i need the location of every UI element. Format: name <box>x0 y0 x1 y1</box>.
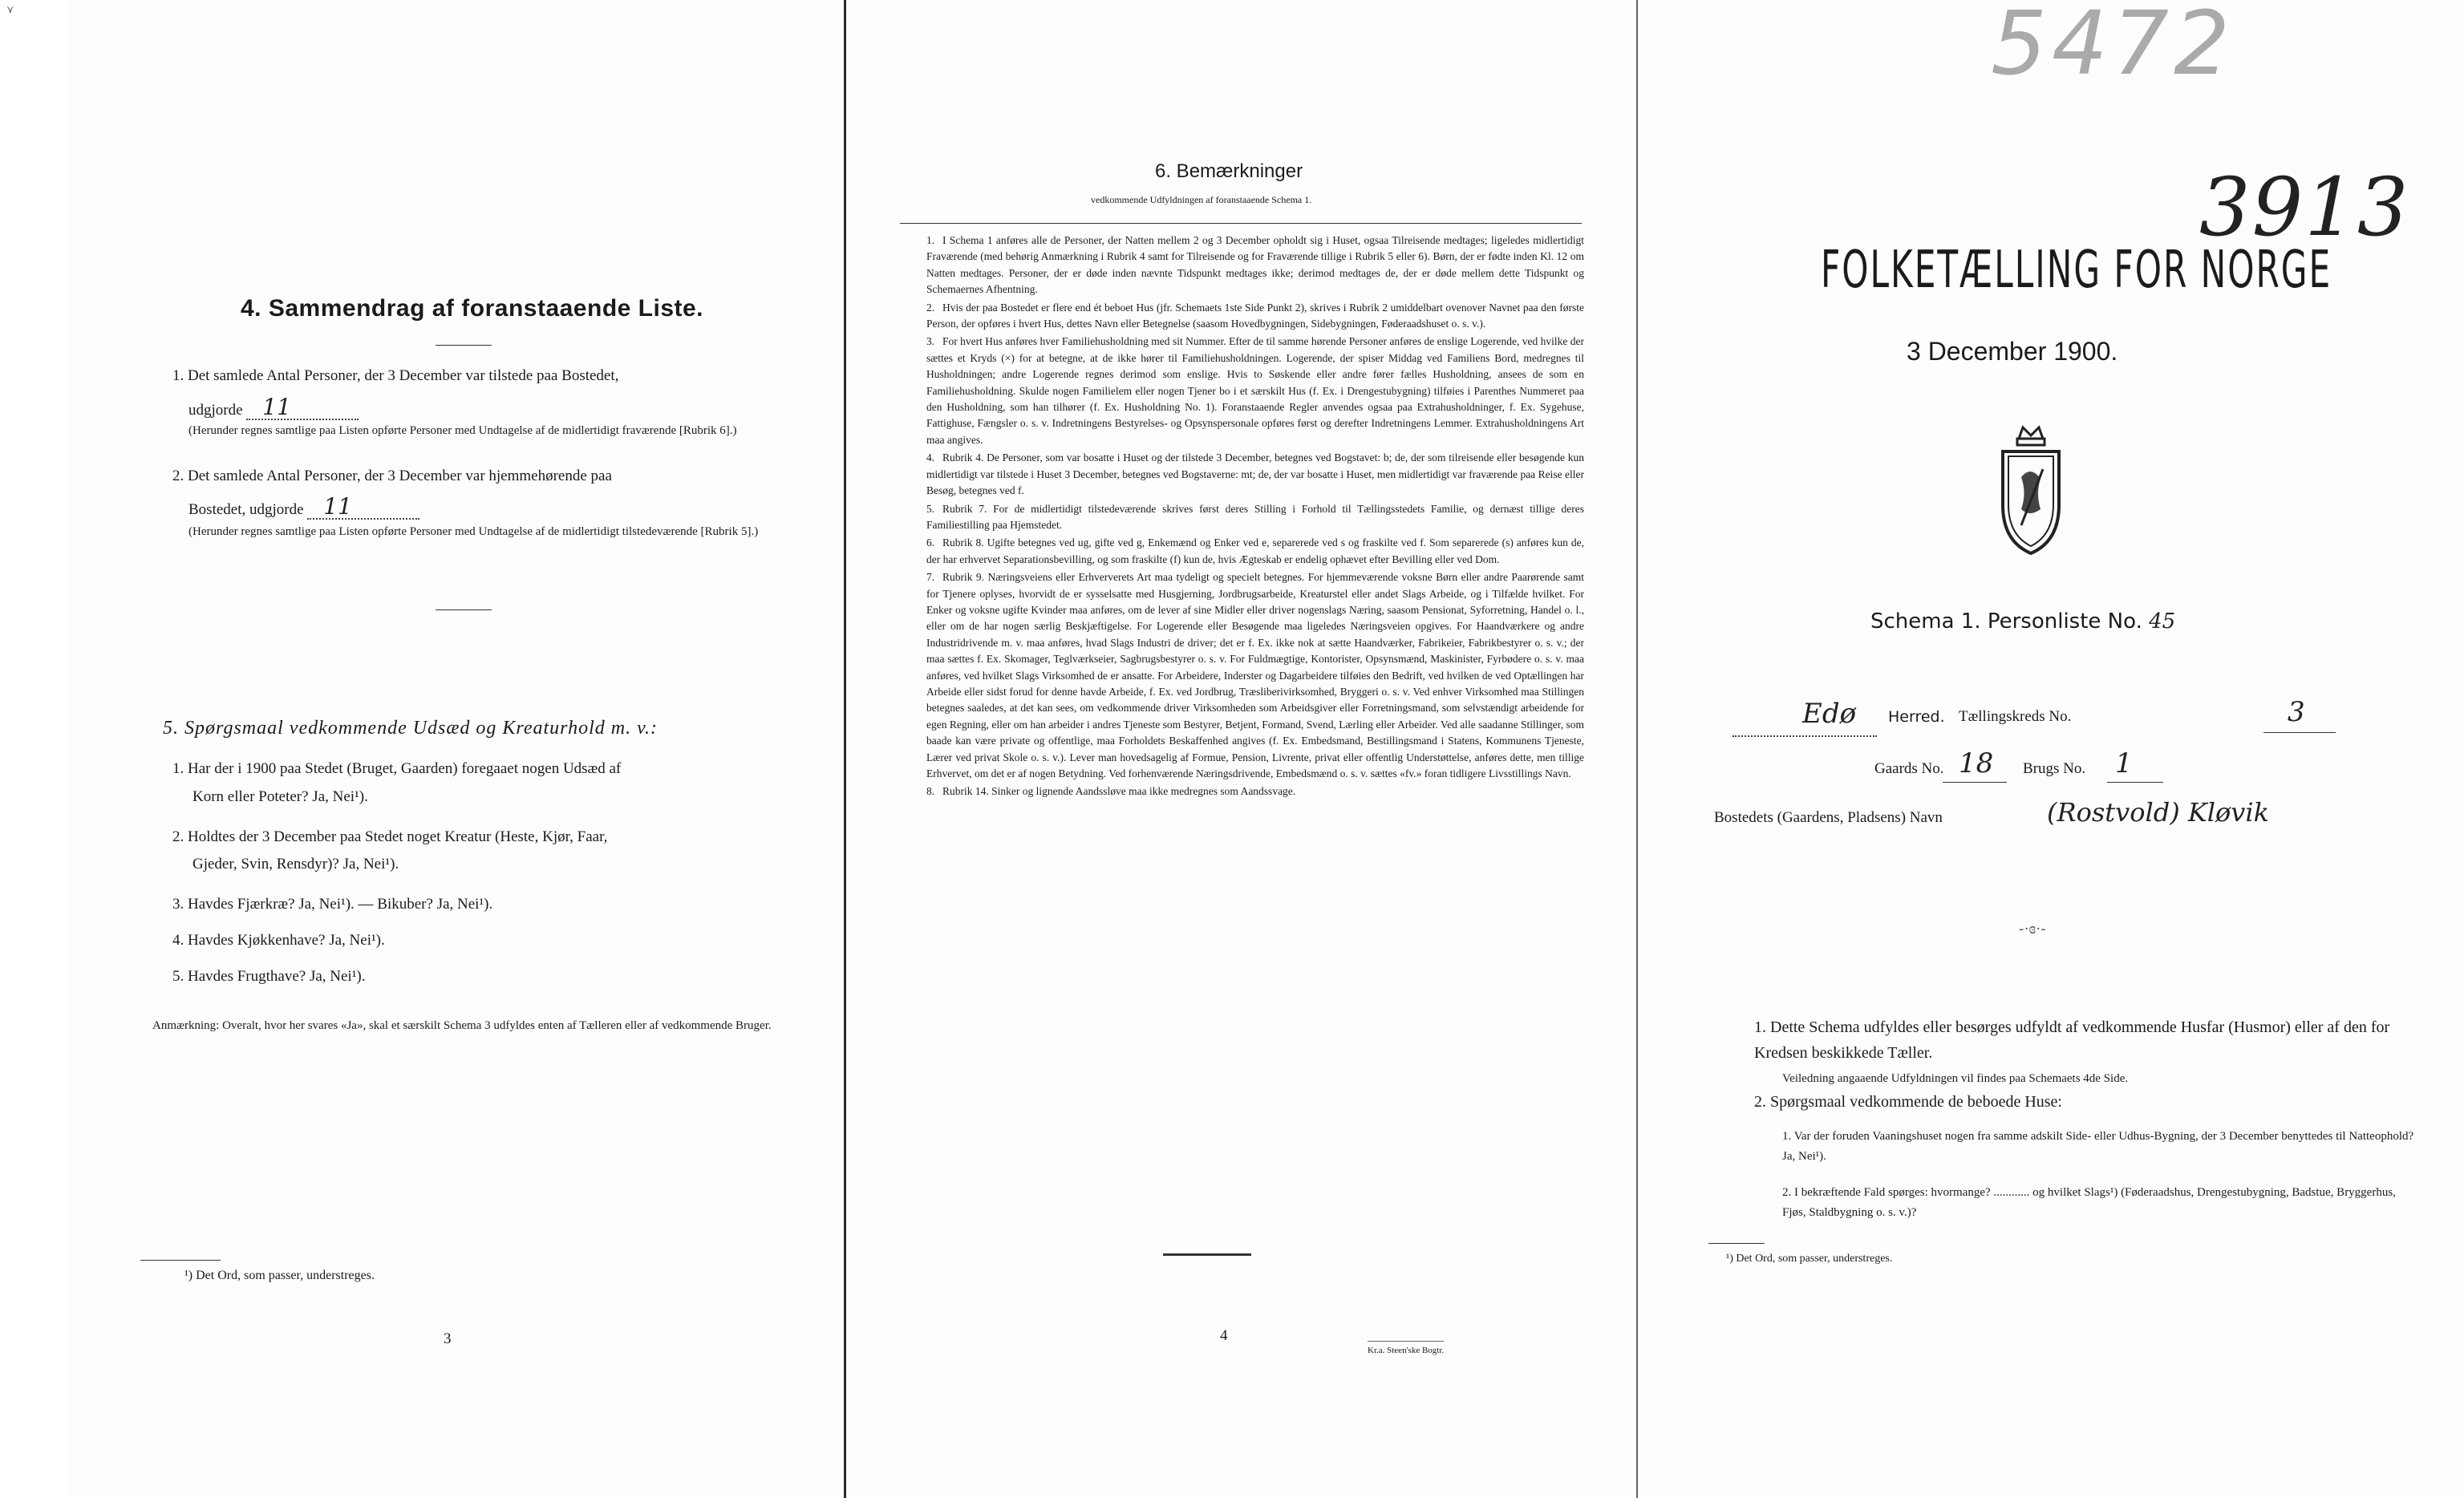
remark-note <box>926 233 1584 298</box>
remark-note-number: 1. <box>926 234 935 246</box>
summary-item-1-note: (Herunder regnes samtlige paa Listen opførte Personer med Undtagelse af de midlertidigt fraværende [Rubrik 6].) <box>188 424 737 437</box>
end-rule <box>1163 1253 1251 1256</box>
remark-note-text: Rubrik 8. Ugifte betegnes ved ug, gifte ved g, Enkemænd og Enker ved e, separerede ved s og fraskilte ved f. Som separerede (s) anføres kun de, der har erhvervet Separationsbevilling, og som fraskilte (f) kun de, hvis Ægteskab er endelig ophævet efter Bevilling eller ved Dom. <box>926 536 1584 565</box>
bosted-label: Bostedets (Gaardens, Pladsens) Navn <box>1714 809 1943 826</box>
gaards-label: Gaards No. <box>1874 760 1944 777</box>
instruction-2: 2. Spørgsmaal vedkommende de beboede Huse: <box>1754 1093 2062 1111</box>
remark-note-number: 7. <box>926 571 935 584</box>
question-4: 4. Havdes Kjøkkenhave? Ja, Nei¹). <box>172 932 385 949</box>
summary-item-2: 2. Det samlede Antal Personer, der 3 December var hjemmehørende paa <box>172 468 612 484</box>
census-title: FOLKETÆLLING FOR NORGE <box>1821 241 2332 300</box>
kreds-underline <box>2263 732 2336 733</box>
remark-note-number: 5. <box>926 502 935 515</box>
schema-label: Schema 1. Personliste No. <box>1870 609 2142 634</box>
herred-label: Herred. <box>1888 708 1945 726</box>
census-date: 3 December 1900. <box>1907 337 2118 366</box>
personliste-number: 45 <box>2149 609 2176 634</box>
remark-note <box>926 569 1584 782</box>
archive-mark-1: 5472 <box>1991 0 2235 95</box>
remark-note-text: Rubrik 9. Næringsveiens eller Erhververets Art maa tydeligt og specielt betegnes. For hjemmeværende voksne Børn eller andre Paarørende samt for Tjenere oplyses, hvorvidt de er sysselsatte med Husgjerning, Jordbrugsarbeide, Kreaturstel eller andet Slags Arbeide, og i Tilfælde hvilket. For Enker og voksne ugifte Kvinder maa anføres, om de lever af sine Midler eller driver nogenslags Næring, saasom Pensionat, Syforretning, Handel o. l., eller om de har nogen særlig Beskjæftigelse. For Logerende eller Besøgende maa ligeledes Næringsveien opgives. For Haandværkere og andre Industridrivende m. v. maa anføres, hvad Slags Industri de driver; det er f. Ex. ikke nok at sætte Haandværker, Fabrikeier, Fabrikbestyrer o. s. v.; der maa sættes f. Ex. Skomager, Teglværkseier, Sagbrugsbestyrer o. s. v. For Fuldmægtige, Kontorister, Opsynsmænd, Maskinister, Fyrbødere o. s. v. maa anføres, ved hvilket Slags Virksomhed de er ansatte. For Arbeidere, Inderster og Dagarbeidere tilføies den Bedrift, ved hvilken de ved Optællingen har Arbeide eller sidst forud for denne havde Arbeide, f. Ex. ved Jordbrug, Træsliberivirksomhed, Bryggeri o. s. v. Ved enhver Virksomhed maa Stillingen betegnes saaledes, at det kan sees, om vedkommende driver Virksomheden som Arbeidsgiver eller Forretningsmand, som selvstændigt arbeidende for egen Regning, eller om han arbeider i andres Tjeneste som Bestyrer, Betjent, Formand, Svend, Lærling eller Arbeider. Ved alle saadanne Stillinger, som baade kan være private og offentlige, maa Forholdets Beskaffenhed angives (f. Ex. Embedsmand, Bestillingsmand i Statens, Kommunens Tjeneste, Lærer ved privat Skole o. s. v.). Lever man hovedsagelig af Formue, Pension, Livrente, privat eller offentlig Understøttelse, anføres dette, men tillige Erhvervet, om det er af nogen Betydning. Ved forhenværende Næringsdrivende, Embedsmænd o. s. v. sættes «fv.» foran tidligere Livsstillings Navn. <box>926 571 1584 779</box>
herred-value: Edø <box>1802 698 1857 730</box>
printer-imprint: Kr.a. Steen'ske Bogtr. <box>1368 1341 1444 1358</box>
remark-note <box>926 501 1584 534</box>
gaards-value: 18 <box>1959 747 1994 779</box>
house-question-2: 2. I bekræftende Fald spørges: hvormange? ............ og hvilket Slags¹) (Føderaadshus, Drengestubygning, Badstue, Bryggerhus, Fjøs, Staldbygning o. s. v.)? <box>1782 1186 2396 1219</box>
gaards-underline <box>1943 782 2007 783</box>
remark-note <box>926 450 1584 499</box>
remark-note <box>926 334 1584 448</box>
title-rule <box>436 345 492 346</box>
remark-note-text: Rubrik 4. De Personer, som var bosatte i Huset og der tilstede 3 December, betegnes ved Bogstavet: b; de, der som tilreisende eller besøgende kun midlertidigt var tilstede i Huset 3 December, betegnes ved Bogstaverne: mt; de, der var bosatte i Huset, men midlertidigt var fraværende paa Reise eller Besøg, betegnes ved f. <box>926 451 1584 497</box>
remark-note-number: 4. <box>926 451 935 464</box>
footnote: ¹) Det Ord, som passer, understreges. <box>1726 1253 1893 1265</box>
summary-item-2-note: (Herunder regnes samtlige paa Listen opførte Personer med Undtagelse af de midlertidigt tilstedeværende [Rubrik 5].) <box>188 525 759 538</box>
footnote: ¹) Det Ord, som passer, understreges. <box>184 1269 375 1282</box>
remark-note-number: 8. <box>926 785 935 798</box>
remarks-subtitle: vedkommende Udfyldningen af foranstaaende Schema 1. <box>1091 194 1312 205</box>
question-5: 5. Havdes Frugthave? Ja, Nei¹). <box>172 968 366 985</box>
present-count: 11 <box>246 396 359 420</box>
bosted-value: (Rostvold) Kløvik <box>2047 797 2269 828</box>
section-5-title: 5. Spørgsmaal vedkommende Udsæd og Kreaturhold m. v.: <box>163 718 658 739</box>
ornament: -·ɞ·- <box>2019 921 2046 937</box>
header-rule <box>900 223 1582 224</box>
footnote-rule <box>140 1260 221 1261</box>
page-4 <box>846 0 1638 1498</box>
kreds-label: Tællingskreds No. <box>1959 708 2072 725</box>
footnote-rule <box>1708 1243 1765 1244</box>
remark-note-number: 2. <box>926 301 935 314</box>
instruction-1-sub: Veiledning angaaende Udfyldningen vil findes paa Schemaets 4de Side. <box>1782 1072 2129 1085</box>
page-number: 3 <box>444 1330 452 1347</box>
section-rule <box>436 609 492 610</box>
summary-item-2-line2 <box>188 493 419 521</box>
brugs-underline <box>2107 782 2163 783</box>
resident-count: 11 <box>307 496 419 520</box>
question-2: 2. Holdtes der 3 December paa Stedet noget Kreatur (Heste, Kjør, Faar, <box>172 828 608 845</box>
question-1-line2: Korn eller Poteter? Ja, Nei¹). <box>192 788 368 805</box>
remark-note-text: Hvis der paa Bostedet er flere end ét beboet Hus (jfr. Schemaets 1ste Side Punkt 2), skrives i Rubrik 2 umiddelbart ovenover Navnet paa den første Person, der opføres i hvert Hus, dettes Navn eller Betegnelse (saasom Hovedbygningen, Sidebygningen, Føderaadshuset o. s. v.). <box>926 301 1584 330</box>
remark-note-text: For hvert Hus anføres hver Familiehusholdning med sit Nummer. Efter de til samme hørende Personer anføres de enslige Logerende, ved hvilke der sættes et Kryds (×) for at betegne, at de ikke hører til Familiehusholdningen. Logerende, der spiser Middag ved Familiens Bord, medregnes til Husholdningen; andre Logerende regnes derimod som enslige. Hvis to Søskende eller andre fører fælles Husholdning, ansees de som en Familiehusholdning. Skulde nogen Familielem eller nogen Tjener bo i et særskilt Hus (f. Ex. i Drengestubygning) tilføies i Parenthes Nummeret paa den Husholdning, som han tilhører (f. Ex. Husholdning No. 1). Foranstaaende Regler anvendes ogsaa paa Extrahusholdninger, f. Ex. Sygehuse, Fattighuse, Fængsler o. s. v. Indretningens Bestyrelses- og Opsynspersonale opføres først og derefter Indretningens Lemmer. Extrahusholdningens Art maa angives. <box>926 335 1584 446</box>
summary-title: 4. Sammendrag af foranstaaende Liste. <box>241 295 704 322</box>
remark-note-number: 3. <box>926 335 935 348</box>
corner-mark: ⋎ <box>6 3 14 15</box>
remarks-list <box>926 233 1584 802</box>
schema-line <box>1870 609 2175 634</box>
remark-note-text: Rubrik 14. Sinker og lignende Aandssløve maa ikke medregnes som Aandssvage. <box>942 785 1296 798</box>
question-2-line2: Gjeder, Svin, Rensdyr)? Ja, Nei¹). <box>192 856 399 872</box>
remarks-title: 6. Bemærkninger <box>1155 160 1303 182</box>
summary-item-1-line2 <box>188 396 359 422</box>
instruction-1: 1. Dette Schema udfyldes eller besørges udfyldt af vedkommende Husfar (Husmor) eller af den for Kredsen beskikkede Tæller. <box>1754 1018 2390 1062</box>
remark-note <box>926 535 1584 568</box>
page-1 <box>1638 0 2464 1498</box>
udgjorde-label: udgjorde <box>188 402 243 419</box>
house-question-1: 1. Var der foruden Vaaningshuset nogen fra samme adskilt Side- eller Udhus-Bygning, der 3 December benyttedes til Natteophold? Ja, Nei¹). <box>1782 1130 2414 1163</box>
question-3: 3. Havdes Fjærkræ? Ja, Nei¹). — Bikuber? Ja, Nei¹). <box>172 896 493 913</box>
remark-note-text: I Schema 1 anføres alle de Personer, der Natten mellem 2 og 3 December opholdt sig i Huset, ogsaa Tilreisende medtages; ligeledes midlertidigt Fraværende (med behørig Anmærkning i Rubrik 4 samt for Tilreisende og for Fraværende tillige i Rubrik 5 eller 6). Børn, der er fødte inden Kl. 12 om Natten medtages. Personer, der er døde inden nævnte Tidspunkt medtages ikke; derimod medtages de, der er døde mellem dette Tidspunkt og Schemaernes Afhentning. <box>926 234 1584 296</box>
remark: Anmærkning: Overalt, hvor her svares «Ja», skal et særskilt Schema 3 udfyldes enten af Tælleren eller af vedkommende Bruger. <box>152 1019 772 1032</box>
archive-mark-2: 3913 <box>2199 160 2410 254</box>
remark-note <box>926 783 1584 800</box>
page-number: 4 <box>1220 1327 1228 1344</box>
brugs-value: 1 <box>2115 747 2133 779</box>
brugs-label: Brugs No. <box>2023 760 2086 777</box>
kreds-value: 3 <box>2288 696 2305 728</box>
question-1: 1. Har der i 1900 paa Stedet (Bruget, Gaarden) foregaaet nogen Udsæd af <box>172 760 622 777</box>
remark-note-number: 6. <box>926 536 935 549</box>
coat-of-arms-icon <box>1991 421 2071 557</box>
remark-note-text: Rubrik 7. For de midlertidigt tilstedeværende skrives først deres Stilling i Forhold til Tællingsstedets Familie, og dernæst tillige deres Familiestilling paa Hjemstedet. <box>926 502 1584 531</box>
summary-item-1: 1. Det samlede Antal Personer, der 3 December var tilstede paa Bostedet, <box>172 367 619 384</box>
bostedet-label: Bostedet, udgjorde <box>188 501 304 518</box>
remark-note <box>926 300 1584 333</box>
page-3 <box>68 0 846 1498</box>
